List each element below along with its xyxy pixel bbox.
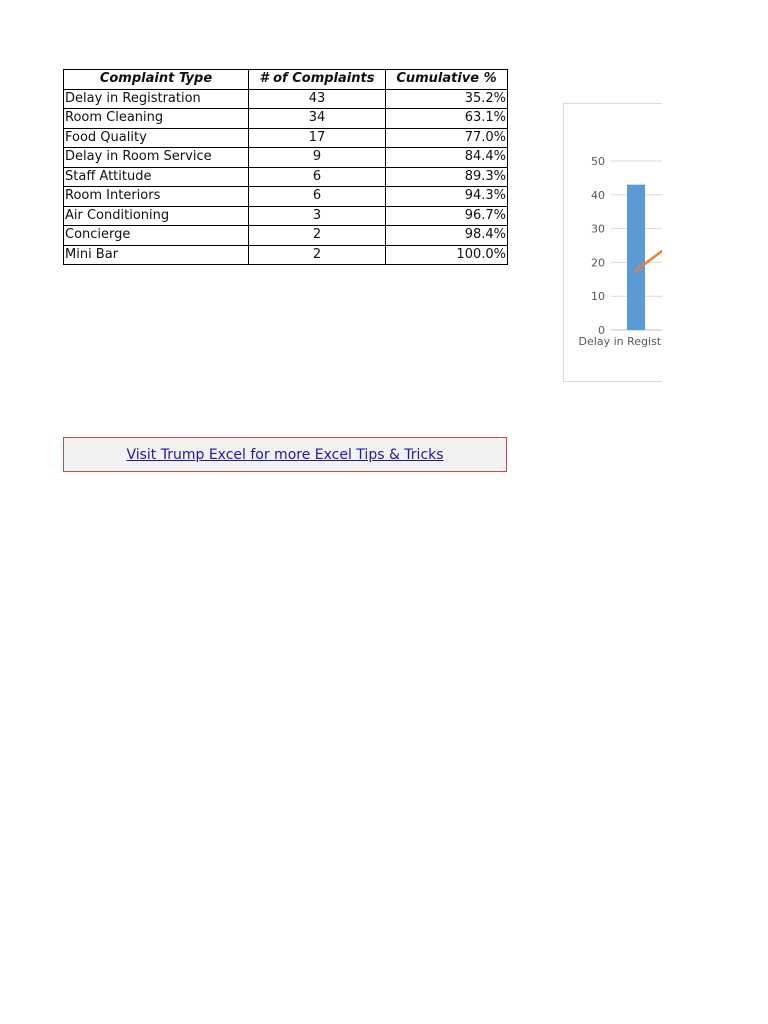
pareto-chart[interactable]: [563, 103, 694, 382]
category-label: Delay in Registration: [578, 335, 694, 348]
complaint-type-cell[interactable]: Staff Attitude: [64, 167, 249, 187]
cumulative-percent-cell[interactable]: 94.3%: [386, 187, 508, 207]
y-tick-label: 50: [591, 155, 605, 168]
complaint-type-cell[interactable]: Food Quality: [64, 128, 249, 148]
complaint-count-cell[interactable]: 6: [249, 187, 386, 207]
y-tick-label: 10: [591, 290, 605, 304]
complaint-type-cell[interactable]: Room Cleaning: [64, 109, 249, 129]
complaint-count-cell[interactable]: 17: [249, 128, 386, 148]
pareto-chart-svg: [564, 104, 694, 383]
complaint-count-cell[interactable]: 2: [249, 226, 386, 246]
table-row: [64, 148, 508, 168]
table-row: [64, 187, 508, 207]
complaint-type-cell[interactable]: Delay in Registration: [64, 89, 249, 109]
header-cumulative-percent: Cumulative %: [386, 70, 508, 90]
complaint-count-cell[interactable]: 3: [249, 206, 386, 226]
table-row: [64, 206, 508, 226]
cumulative-percent-cell[interactable]: 89.3%: [386, 167, 508, 187]
complaint-count-cell[interactable]: 43: [249, 89, 386, 109]
complaint-type-cell[interactable]: Concierge: [64, 226, 249, 246]
table-row: [64, 128, 508, 148]
cumulative-percent-cell[interactable]: 35.2%: [386, 89, 508, 109]
y-tick-label: 0: [598, 324, 605, 337]
y-tick-label: 30: [591, 222, 605, 236]
complaint-count-cell[interactable]: 6: [249, 167, 386, 187]
cumulative-percent-cell[interactable]: 63.1%: [386, 109, 508, 129]
cumulative-percent-cell[interactable]: 96.7%: [386, 206, 508, 226]
y-tick-label: 40: [591, 188, 605, 202]
cumulative-percent-cell[interactable]: 100.0%: [386, 245, 508, 265]
table-row: [64, 226, 508, 246]
table-header-row: [64, 70, 508, 90]
bar: [627, 185, 645, 330]
cumulative-percent-cell[interactable]: 77.0%: [386, 128, 508, 148]
complaint-count-cell[interactable]: 9: [249, 148, 386, 168]
tips-link[interactable]: Visit Trump Excel for more Excel Tips & Tricks: [126, 446, 444, 463]
cumulative-percent-cell[interactable]: 98.4%: [386, 226, 508, 246]
y-tick-label: 20: [591, 256, 605, 270]
table-row: [64, 167, 508, 187]
cumulative-percent-cell[interactable]: 84.4%: [386, 148, 508, 168]
complaint-count-cell[interactable]: 34: [249, 109, 386, 129]
complaint-type-cell[interactable]: Delay in Room Service: [64, 148, 249, 168]
table-row: [64, 109, 508, 129]
header-complaint-type: Complaint Type: [64, 70, 249, 90]
pareto-chart-viewport: [563, 103, 694, 383]
complaint-type-cell[interactable]: Mini Bar: [64, 245, 249, 265]
header-complaint-count: # of Complaints: [249, 70, 386, 90]
complaint-count-cell[interactable]: 2: [249, 245, 386, 265]
complaint-type-cell[interactable]: Room Interiors: [64, 187, 249, 207]
tips-link-box: [63, 437, 507, 472]
table-row: [64, 245, 508, 265]
complaints-table: [63, 69, 508, 265]
table-row: [64, 89, 508, 109]
complaint-type-cell[interactable]: Air Conditioning: [64, 206, 249, 226]
